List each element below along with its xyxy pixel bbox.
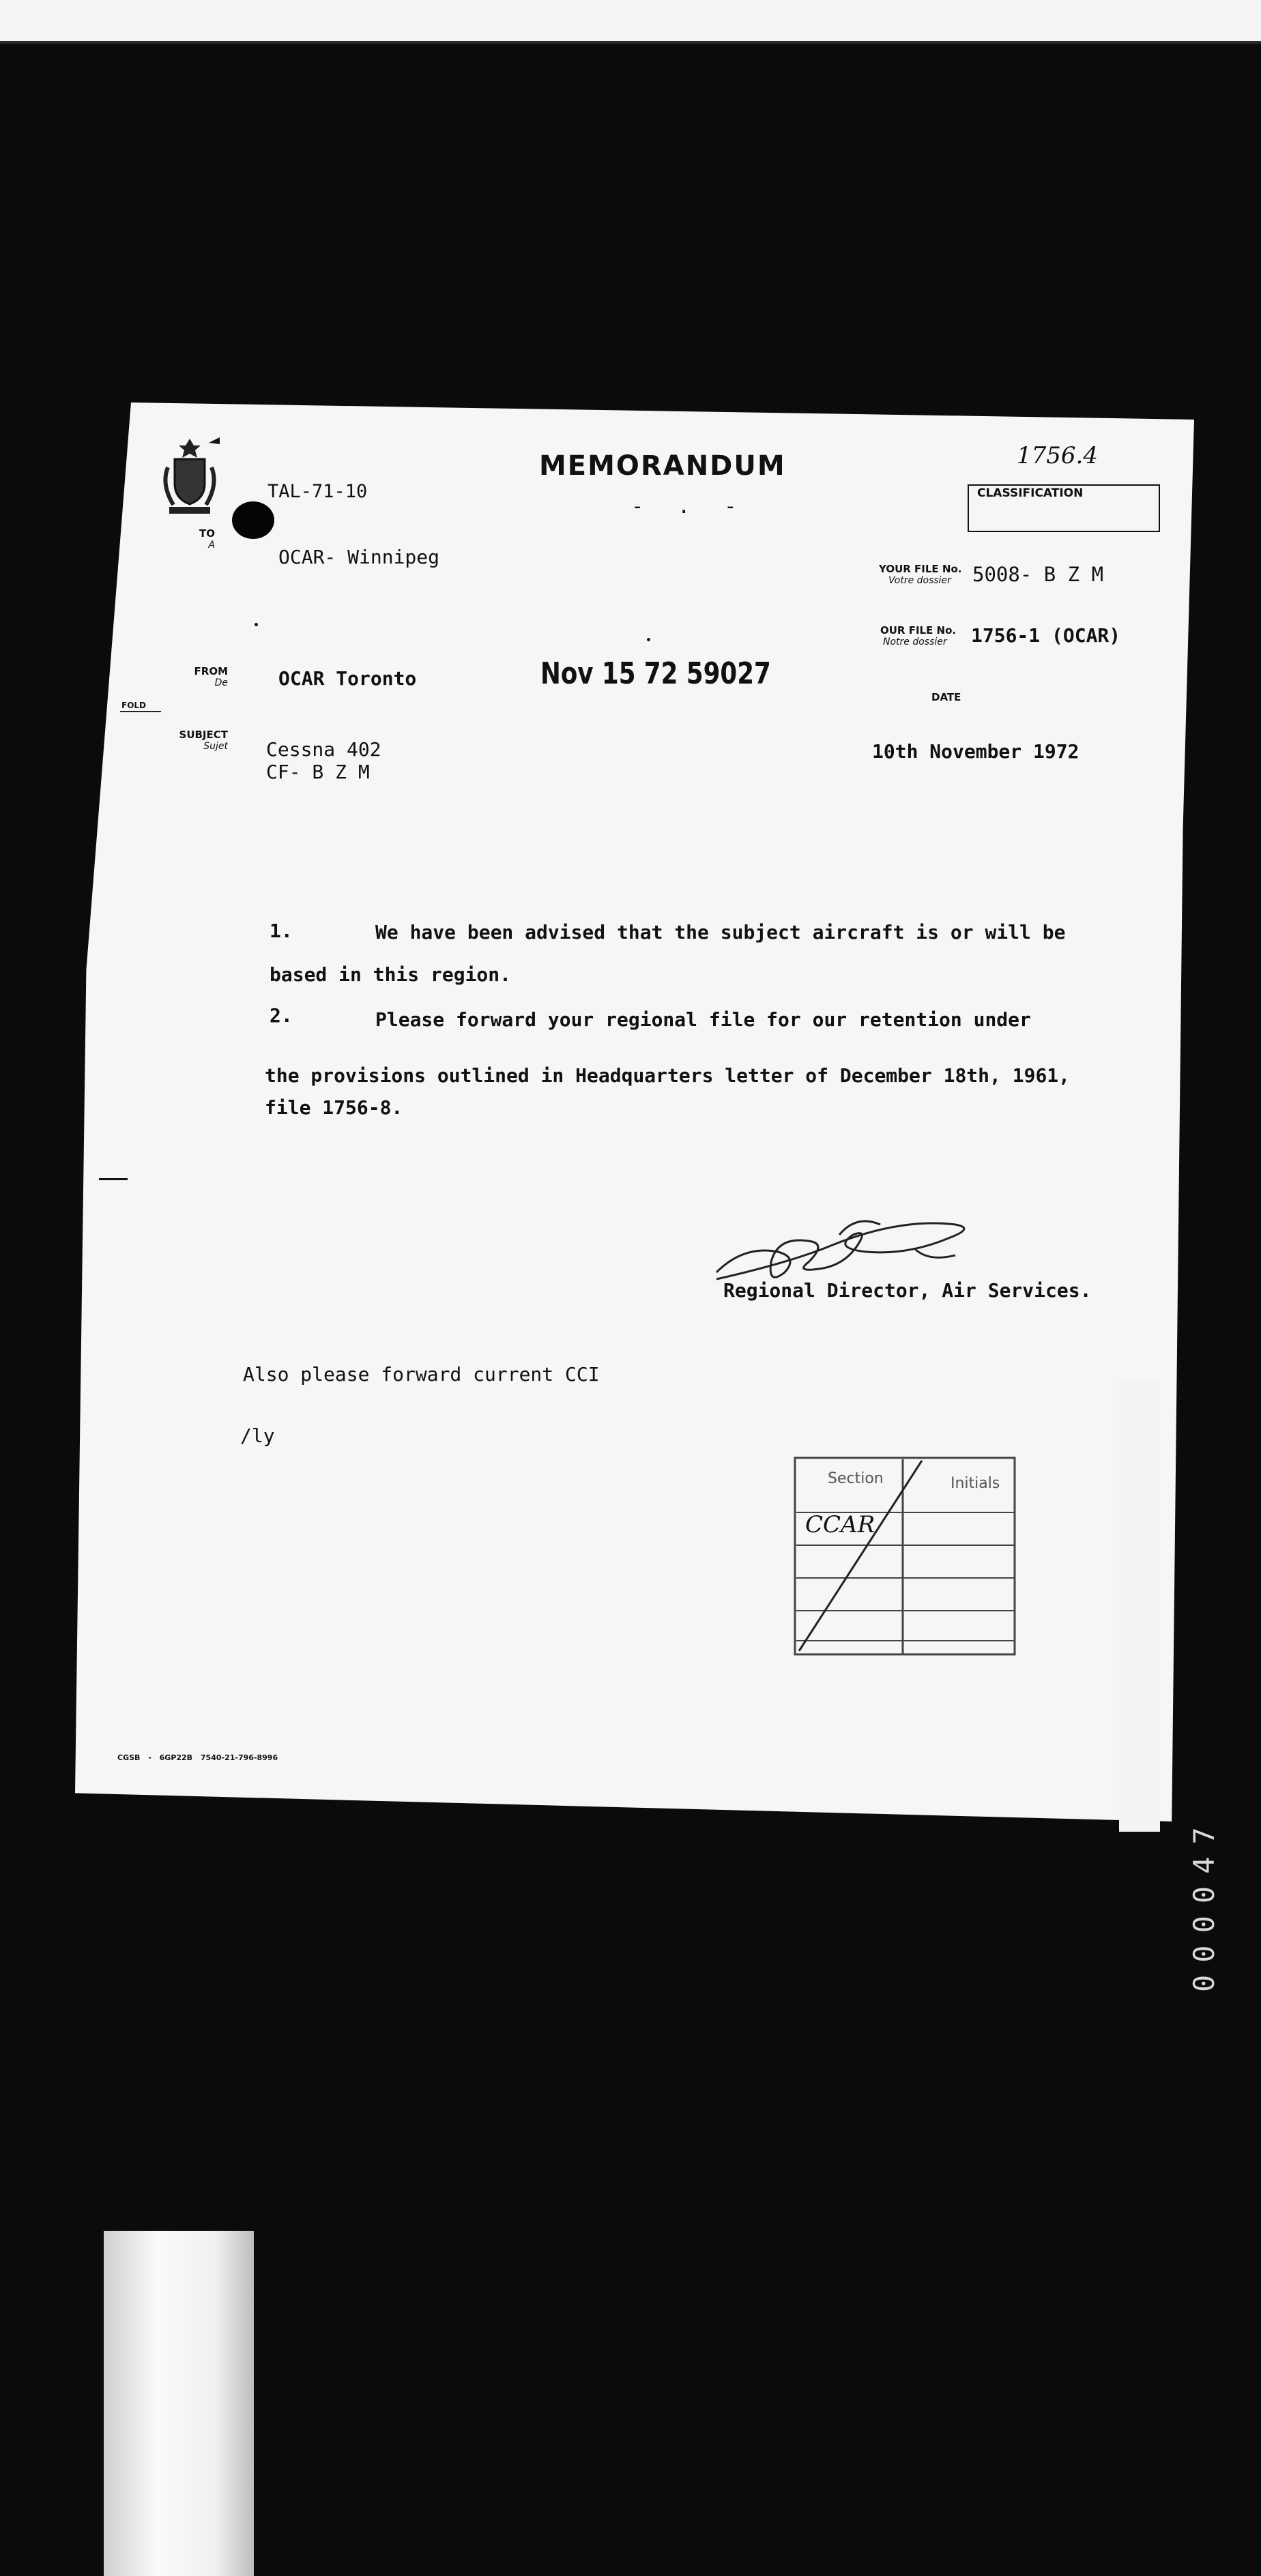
paragraph-2-line-2: the provisions outlined in Headquarters letter of December 18th, 1961, (265, 1064, 1071, 1087)
paragraph-2-number: 2. (270, 1004, 293, 1027)
paragraph-1-line-1: We have been advised that the subject aircraft is or will be (375, 921, 1066, 943)
routing-handwritten-entry: CCAR (805, 1511, 875, 1538)
our-file-label (880, 624, 956, 647)
date-label: DATE (931, 691, 961, 703)
to-label-fr: A (208, 540, 215, 551)
memo-page-edge (1119, 1381, 1160, 1832)
paragraph-2-line-1: Please forward your regional file for our retention under (375, 1008, 1031, 1031)
subject-label-fr: Sujet (203, 741, 228, 752)
to-value: OCAR- Winnipeg (278, 546, 440, 568)
film-top-edge (0, 0, 1261, 41)
frame-number: 000047 (1187, 1815, 1221, 1992)
subject-label (156, 729, 228, 752)
your-file-label-en: YOUR FILE No. (879, 563, 962, 575)
fold-label: FOLD (121, 701, 147, 710)
paragraph-1-line-2: based in this region. (270, 963, 512, 986)
paragraph-1-number: 1. (270, 920, 293, 942)
film-leader-strip (104, 2231, 254, 2576)
form-code-footer: CGSB - 6GP22B 7540-21-796-8996 (117, 1753, 278, 1762)
from-value: OCAR Toronto (278, 667, 417, 690)
postscript-note: Also please forward current CCI (243, 1363, 600, 1386)
our-file-label-en: OUR FILE No. (880, 624, 957, 636)
memo-title: MEMORANDUM (539, 450, 786, 482)
routing-section-header: Section (828, 1470, 884, 1487)
subject-label-en: SUBJECT (179, 729, 228, 741)
from-label-fr: De (214, 677, 228, 688)
title-marks: - . - (631, 495, 748, 518)
classification-label: CLASSIFICATION (977, 486, 1084, 500)
margin-dash (99, 1178, 128, 1180)
our-file-value: 1756-1 (OCAR) (971, 624, 1121, 647)
received-stamp: Nov 15 72 59027 (540, 656, 771, 691)
our-file-label-fr: Notre dossier (883, 636, 947, 647)
to-label-en: TO (199, 527, 215, 540)
typist-initials: /ly (240, 1424, 275, 1447)
to-label (164, 527, 215, 551)
signature-title: Regional Director, Air Services. (723, 1279, 1092, 1302)
your-file-value: 5008- B Z M (972, 563, 1104, 586)
stray-dot (647, 638, 650, 641)
handwritten-signature (710, 1208, 1078, 1289)
stray-dot (255, 623, 258, 626)
reference-code: TAL-71-10 (267, 481, 368, 502)
date-value: 10th November 1972 (872, 740, 1079, 763)
paragraph-2-line-3: file 1756-8. (265, 1096, 403, 1119)
film-edge-line (0, 41, 1261, 44)
memo-page (75, 402, 1194, 1821)
your-file-label-fr: Votre dossier (888, 575, 951, 586)
fold-line (120, 711, 161, 712)
subject-line-1: Cessna 402 (266, 738, 381, 761)
subject-line-2: CF- B Z M (266, 761, 370, 783)
from-label (151, 665, 228, 688)
ink-blot (232, 501, 274, 539)
handwritten-reference: 1756.4 (1017, 442, 1098, 469)
coat-of-arms-icon (156, 433, 224, 518)
from-label-en: FROM (194, 665, 228, 677)
routing-initials-header: Initials (951, 1475, 1000, 1492)
your-file-label (879, 563, 961, 586)
